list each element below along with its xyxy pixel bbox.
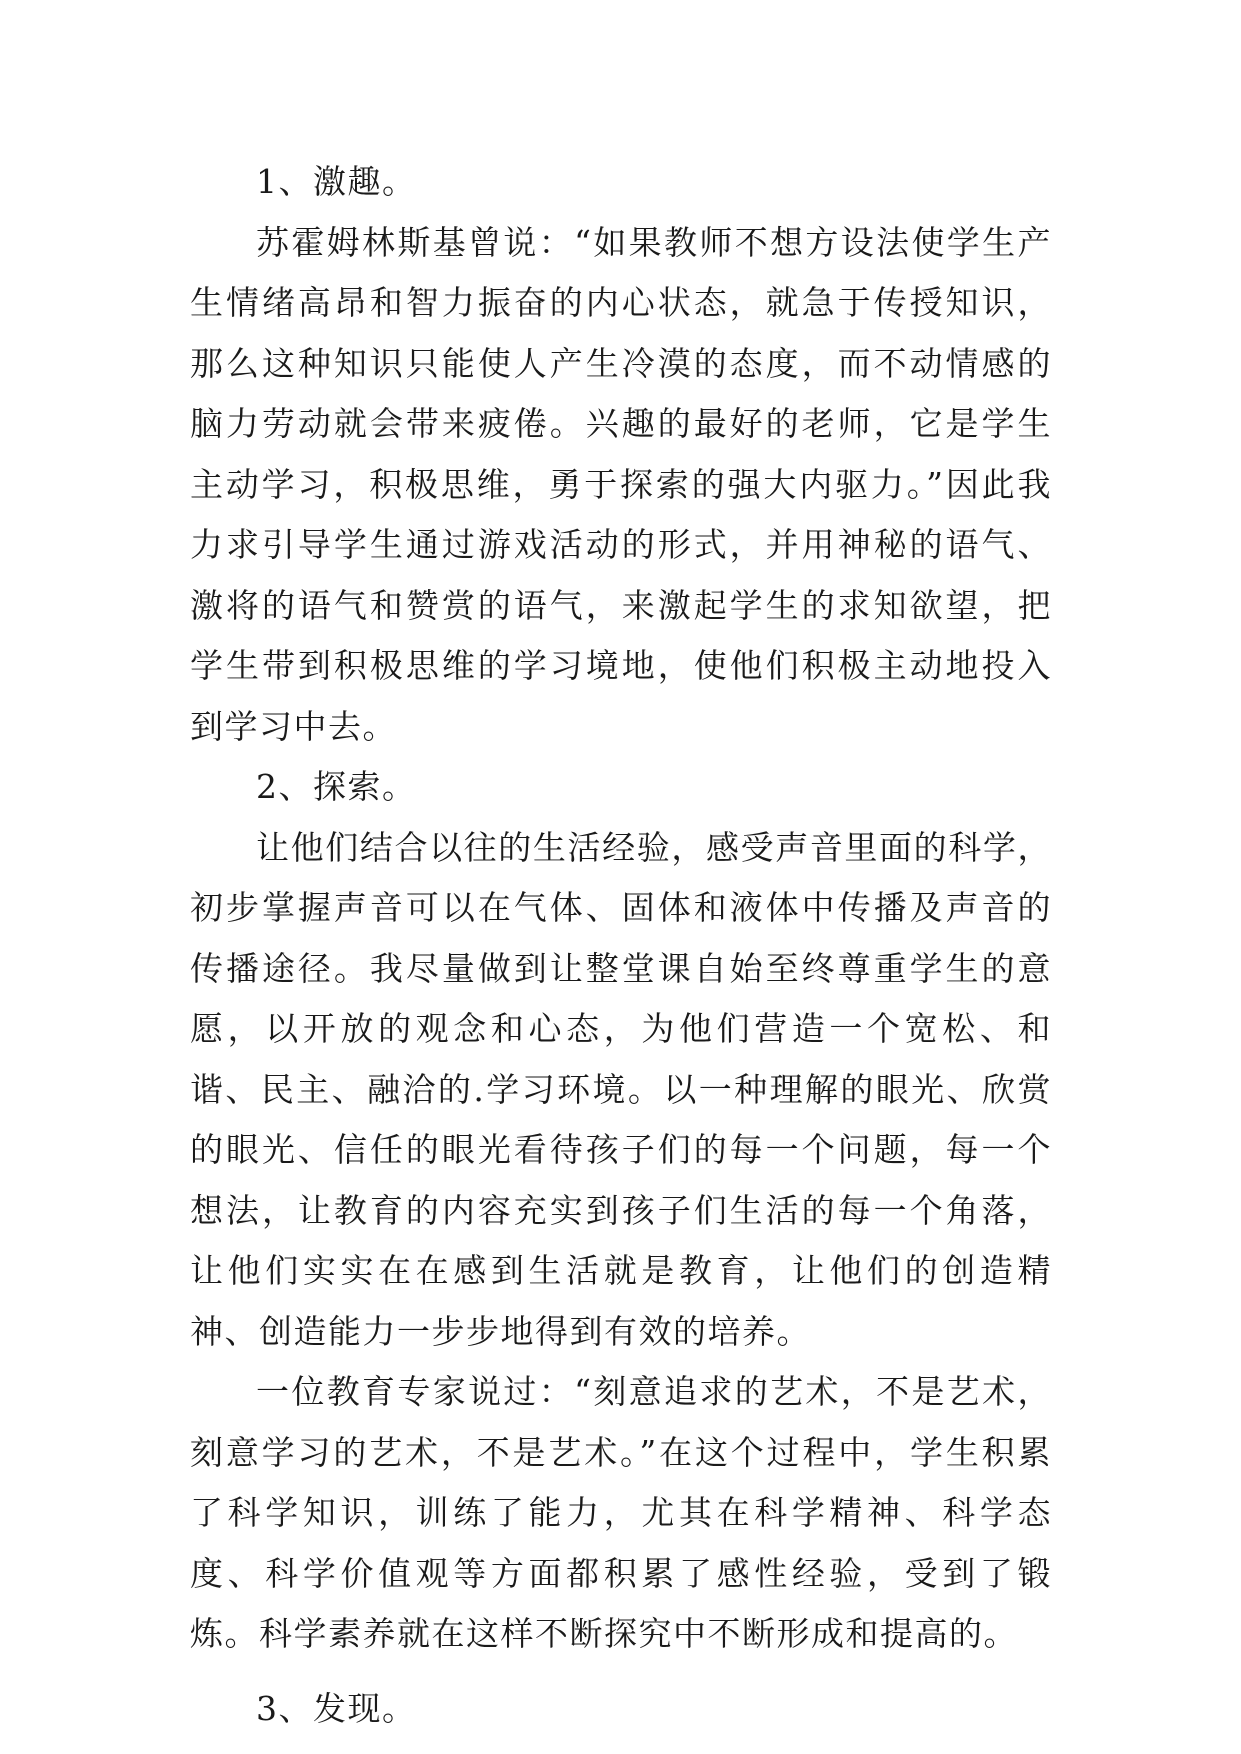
section-heading-2: 2、探索。 [256, 767, 417, 806]
paragraph-explore: 让他们结合以往的生活经验，感受声音里面的科学，初步掌握声音可以在气体、固体和液体中传播及声音的传播途径。我尽量做到让整堂课自始至终尊重学生的意愿，以开放的观念和心态，为他们营造一个宽松、和谐、民主、融洽的.学习环境。以一种理解的眼光、欣赏的眼光、信任的眼光看待孩子们的每一个问题，每一个想法，让教育的内容充实到孩子们生活的每一个角落，让他们实实在在感到生活就是教育，让他们的创造精神、创造能力一步步地得到有效的培养。 [190, 827, 1052, 1351]
section-heading-3: 3、发现。 [256, 1688, 417, 1728]
document-page [190, 152, 1052, 1739]
section-heading-1: 1、激趣。 [256, 162, 417, 201]
paragraph-expert-quote: 一位教育专家说过：“刻意追求的艺术，不是艺术，刻意学习的艺术，不是艺术。”在这个过程中，学生积累了科学知识，训练了能力，尤其在科学精神、科学态度、科学价值观等方面都积累了感性经验，受到了锻炼。科学素养就在这样不断探究中不断形成和提高的。 [190, 1372, 1052, 1653]
paragraph-sukhomlinsky-quote: 苏霍姆林斯基曾说：“如果教师不想方设法使学生产生情绪高昂和智力振奋的内心状态，就急于传授知识，那么这种知识只能使人产生冷漠的态度，而不动情感的脑力劳动就会带来疲倦。兴趣的最好的老师，它是学生主动学习，积极思维，勇于探索的强大内驱力。”因此我力求引导学生通过游戏活动的形式，并用神秘的语气、激将的语气和赞赏的语气，来激起学生的求知欲望，把学生带到积极思维的学习境地，使他们积极主动地投入到学习中去。 [190, 222, 1052, 746]
